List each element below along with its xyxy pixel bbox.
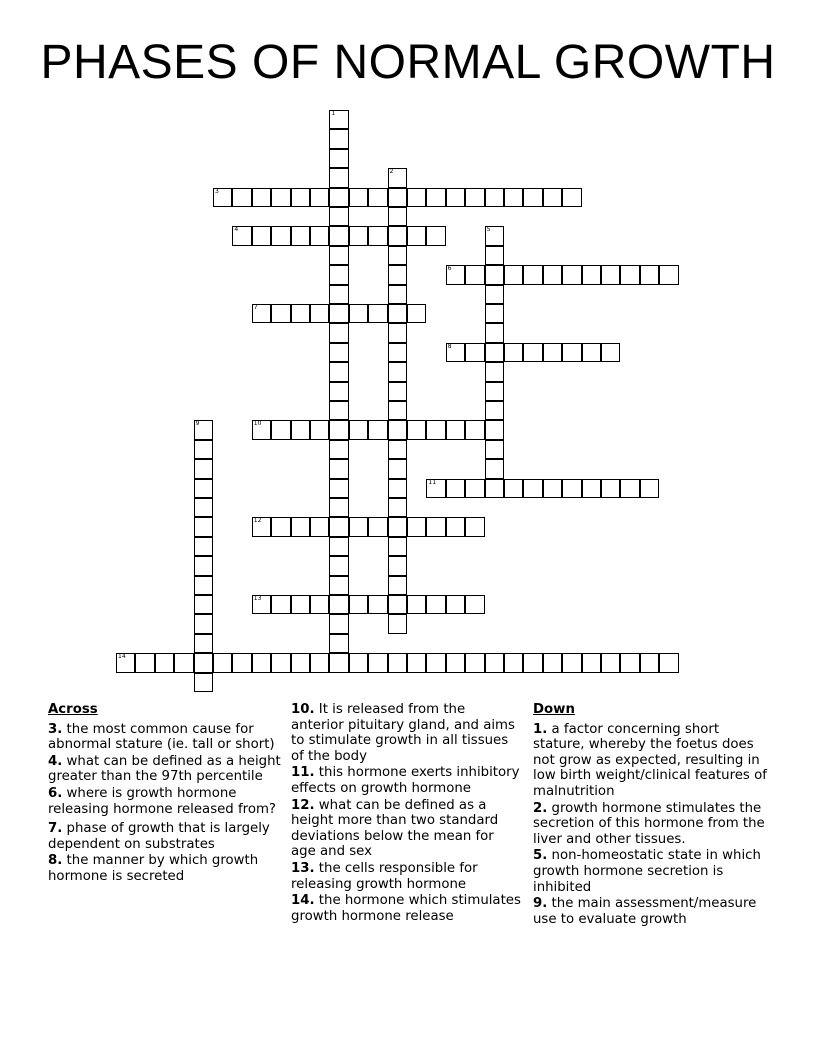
grid-cell[interactable]: [329, 556, 348, 575]
grid-cell-number: 4: [234, 226, 239, 234]
across-clues-column-continued: [291, 702, 521, 925]
grid-cell[interactable]: [329, 246, 348, 265]
grid-cell[interactable]: [485, 653, 504, 672]
grid-cell[interactable]: [485, 401, 504, 420]
grid-cell[interactable]: [426, 226, 445, 245]
grid-cell[interactable]: [291, 595, 310, 614]
grid-cell[interactable]: [523, 188, 542, 207]
grid-cell[interactable]: [329, 304, 348, 323]
clue-across-11: [291, 765, 521, 796]
grid-cell[interactable]: [271, 420, 290, 439]
grid-cell[interactable]: [543, 653, 562, 672]
across-heading: Across: [48, 702, 98, 717]
grid-cell[interactable]: [271, 653, 290, 672]
grid-cell[interactable]: [291, 188, 310, 207]
grid-cell[interactable]: [446, 517, 465, 536]
clue-across-10: [291, 702, 521, 764]
clue-text: the most common cause for abnormal stature (ie. tall or short): [48, 721, 275, 753]
grid-cell[interactable]: [194, 517, 213, 536]
grid-cell[interactable]: [485, 362, 504, 381]
grid-cell[interactable]: [116, 653, 135, 672]
grid-cell[interactable]: [388, 265, 407, 284]
grid-cell[interactable]: [232, 226, 251, 245]
grid-cell[interactable]: [252, 226, 271, 245]
grid-cell[interactable]: [194, 595, 213, 614]
grid-cell[interactable]: [194, 440, 213, 459]
grid-cell[interactable]: [368, 188, 387, 207]
grid-cell[interactable]: [155, 653, 174, 672]
grid-cell[interactable]: [291, 517, 310, 536]
grid-cell[interactable]: [446, 343, 465, 362]
down-heading: Down: [533, 702, 575, 717]
clue-number: 6.: [48, 785, 63, 801]
grid-cell-number: 12: [253, 517, 262, 525]
grid-cell[interactable]: [446, 188, 465, 207]
grid-cell[interactable]: [543, 343, 562, 362]
grid-cell[interactable]: [194, 420, 213, 439]
grid-cell[interactable]: [329, 110, 348, 129]
grid-cell[interactable]: [562, 653, 581, 672]
grid-cell[interactable]: [291, 653, 310, 672]
grid-cell[interactable]: [310, 304, 329, 323]
grid-cell[interactable]: [213, 188, 232, 207]
clue-number: 12.: [291, 797, 315, 813]
grid-cell[interactable]: [194, 479, 213, 498]
grid-cell[interactable]: [310, 595, 329, 614]
clue-number: 4.: [48, 753, 63, 769]
grid-cell[interactable]: [349, 304, 368, 323]
grid-cell[interactable]: [310, 517, 329, 536]
grid-cell[interactable]: [426, 188, 445, 207]
clue-number: 13.: [291, 860, 315, 876]
grid-cell-number: 14: [118, 653, 126, 661]
grid-cell-number: 13: [253, 595, 262, 602]
clue-number: 9.: [533, 896, 548, 912]
grid-cell[interactable]: [329, 188, 348, 207]
grid-cell[interactable]: [446, 420, 465, 439]
grid-cell[interactable]: [349, 420, 368, 439]
grid-cell[interactable]: [368, 653, 387, 672]
grid-cell[interactable]: [329, 420, 348, 439]
grid-cell-number: 9: [195, 420, 200, 428]
grid-cell[interactable]: [388, 440, 407, 459]
grid-cell[interactable]: [291, 304, 310, 323]
grid-cell[interactable]: [601, 479, 620, 498]
grid-cell[interactable]: [465, 265, 484, 284]
grid-cell[interactable]: [504, 479, 523, 498]
clue-text: this hormone exerts inhibitory effects on growth hormone: [291, 765, 520, 796]
grid-cell[interactable]: [329, 595, 348, 614]
grid-cell[interactable]: [194, 634, 213, 653]
grid-cell[interactable]: [543, 188, 562, 207]
clue-across-12: [291, 798, 521, 860]
grid-cell[interactable]: [388, 614, 407, 633]
grid-cell[interactable]: [407, 420, 426, 439]
grid-cell[interactable]: [194, 537, 213, 556]
grid-cell[interactable]: [329, 343, 348, 362]
grid-cell[interactable]: [388, 207, 407, 226]
page-title: PHASES OF NORMAL GROWTH: [40, 36, 776, 89]
grid-cell[interactable]: [388, 401, 407, 420]
grid-cell[interactable]: [252, 304, 271, 323]
grid-cell[interactable]: [485, 246, 504, 265]
grid-cell[interactable]: [407, 226, 426, 245]
grid-cell[interactable]: [349, 653, 368, 672]
grid-cell[interactable]: [329, 285, 348, 304]
clue-across-4: [48, 754, 284, 785]
grid-cell[interactable]: [640, 265, 659, 284]
grid-cell[interactable]: [388, 304, 407, 323]
grid-cell[interactable]: [291, 226, 310, 245]
clue-text: the manner by which growth hormone is secreted: [48, 853, 259, 884]
grid-cell[interactable]: [329, 129, 348, 148]
grid-cell[interactable]: [329, 149, 348, 168]
grid-cell[interactable]: [426, 653, 445, 672]
grid-cell[interactable]: [271, 595, 290, 614]
grid-cell[interactable]: [504, 188, 523, 207]
grid-cell[interactable]: [485, 420, 504, 439]
grid-cell[interactable]: [504, 653, 523, 672]
grid-cell[interactable]: [582, 653, 601, 672]
across-clues-column: [48, 702, 284, 886]
clue-number: 3.: [48, 721, 63, 737]
grid-cell[interactable]: [543, 265, 562, 284]
grid-cell[interactable]: [329, 265, 348, 284]
clue-text: what can be defined as a height greater than the 97th percentile: [48, 753, 281, 785]
clue-across-3: [48, 722, 284, 753]
down-clues-column: [533, 702, 773, 928]
grid-cell[interactable]: [465, 595, 484, 614]
grid-cell[interactable]: [446, 653, 465, 672]
clue-down-5: [533, 848, 773, 895]
grid-cell[interactable]: [582, 479, 601, 498]
grid-cell[interactable]: [582, 343, 601, 362]
grid-cell[interactable]: [388, 285, 407, 304]
clue-across-14: [291, 893, 521, 924]
grid-cell[interactable]: [407, 595, 426, 614]
grid-cell[interactable]: [407, 653, 426, 672]
grid-cell[interactable]: [562, 479, 581, 498]
clue-across-13: [291, 861, 521, 892]
grid-cell[interactable]: [485, 479, 504, 498]
grid-cell[interactable]: [329, 323, 348, 342]
grid-cell[interactable]: [349, 595, 368, 614]
grid-cell[interactable]: [213, 653, 232, 672]
grid-cell[interactable]: [485, 459, 504, 478]
grid-cell[interactable]: [388, 246, 407, 265]
grid-cell[interactable]: [310, 420, 329, 439]
grid-cell[interactable]: [368, 517, 387, 536]
grid-cell[interactable]: [388, 459, 407, 478]
clue-text: It is released from the anterior pituitary gland, and aims to stimulate growth in all tissues of the body: [291, 702, 515, 764]
grid-cell[interactable]: [504, 265, 523, 284]
clue-text: a factor concerning short stature, whereby the foetus does not grow as expected, resulting in low birth weight/clinical features of malnutrition: [533, 721, 767, 799]
grid-cell[interactable]: [562, 188, 581, 207]
clue-text: the cells responsible for releasing growth hormone: [291, 860, 478, 892]
grid-cell[interactable]: [329, 537, 348, 556]
grid-cell[interactable]: [388, 226, 407, 245]
clue-across-6: [48, 786, 284, 817]
grid-cell[interactable]: [329, 614, 348, 633]
grid-cell[interactable]: [310, 653, 329, 672]
grid-cell[interactable]: [329, 226, 348, 245]
grid-cell[interactable]: [252, 420, 271, 439]
clue-down-9: [533, 896, 773, 927]
grid-cell[interactable]: [310, 226, 329, 245]
grid-cell[interactable]: [640, 479, 659, 498]
clue-text: phase of growth that is largely dependent on substrates: [48, 821, 270, 852]
clue-number: 8.: [48, 853, 63, 869]
clue-text: where is growth hormone releasing hormone released from?: [48, 785, 276, 817]
grid-cell-number: 7: [253, 304, 258, 311]
grid-cell[interactable]: [174, 653, 193, 672]
clue-number: 7.: [48, 821, 63, 837]
grid-cell-number: 11: [428, 478, 437, 486]
grid-cell[interactable]: [620, 653, 639, 672]
grid-cell[interactable]: [601, 653, 620, 672]
grid-cell[interactable]: [368, 420, 387, 439]
grid-cell[interactable]: [368, 595, 387, 614]
grid-cell[interactable]: [388, 168, 407, 187]
clue-text: what can be defined as a height more than two standard deviations below the mean for age and sex: [291, 797, 499, 860]
grid-cell[interactable]: [388, 595, 407, 614]
grid-cell[interactable]: [485, 265, 504, 284]
grid-cell[interactable]: [659, 265, 678, 284]
grid-cell[interactable]: [562, 265, 581, 284]
grid-cell[interactable]: [465, 420, 484, 439]
clue-number: 1.: [533, 721, 548, 737]
grid-cell[interactable]: [388, 498, 407, 517]
grid-cell-number: 10: [253, 420, 262, 428]
grid-cell[interactable]: [523, 265, 542, 284]
grid-cell[interactable]: [465, 343, 484, 362]
grid-cell[interactable]: [523, 653, 542, 672]
grid-cell[interactable]: [426, 595, 445, 614]
grid-cell[interactable]: [485, 440, 504, 459]
grid-cell[interactable]: [329, 634, 348, 653]
grid-cell[interactable]: [465, 188, 484, 207]
grid-cell[interactable]: [388, 323, 407, 342]
grid-cell[interactable]: [329, 382, 348, 401]
grid-cell[interactable]: [485, 226, 504, 245]
grid-cell[interactable]: [368, 226, 387, 245]
grid-cell[interactable]: [388, 479, 407, 498]
grid-cell[interactable]: [523, 479, 542, 498]
grid-cell[interactable]: [388, 343, 407, 362]
clue-across-8: [48, 853, 284, 884]
grid-cell[interactable]: [329, 653, 348, 672]
grid-cell[interactable]: [485, 323, 504, 342]
grid-cell-number: 2: [389, 168, 394, 176]
grid-cell-number: 1: [331, 110, 336, 117]
grid-cell[interactable]: [194, 576, 213, 595]
grid-cell[interactable]: [465, 653, 484, 672]
clue-text: non-homeostatic state in which growth hormone secretion is inhibited: [533, 848, 761, 895]
grid-cell[interactable]: [194, 556, 213, 575]
clue-down-2: [533, 801, 773, 848]
grid-cell[interactable]: [252, 188, 271, 207]
grid-cell[interactable]: [446, 479, 465, 498]
grid-cell[interactable]: [388, 556, 407, 575]
grid-cell-number: 6: [447, 265, 452, 273]
grid-cell[interactable]: [388, 537, 407, 556]
grid-cell[interactable]: [271, 188, 290, 207]
grid-cell[interactable]: [194, 614, 213, 633]
grid-cell[interactable]: [465, 479, 484, 498]
grid-cell[interactable]: [407, 517, 426, 536]
grid-cell[interactable]: [485, 285, 504, 304]
grid-cell[interactable]: [252, 653, 271, 672]
grid-cell[interactable]: [620, 265, 639, 284]
grid-cell[interactable]: [271, 304, 290, 323]
grid-cell[interactable]: [310, 188, 329, 207]
clue-text: the hormone which stimulates growth hormone release: [291, 893, 521, 924]
clue-number: 11.: [291, 765, 315, 781]
grid-cell[interactable]: [426, 517, 445, 536]
grid-cell[interactable]: [543, 479, 562, 498]
grid-cell[interactable]: [620, 479, 639, 498]
grid-cell[interactable]: [562, 343, 581, 362]
grid-cell-number: 8: [447, 342, 452, 350]
grid-cell[interactable]: [388, 188, 407, 207]
grid-cell[interactable]: [232, 188, 251, 207]
clue-number: 5.: [533, 848, 548, 864]
grid-cell[interactable]: [504, 343, 523, 362]
grid-cell[interactable]: [291, 420, 310, 439]
grid-cell[interactable]: [329, 207, 348, 226]
grid-cell[interactable]: [349, 188, 368, 207]
grid-cell[interactable]: [329, 498, 348, 517]
grid-cell[interactable]: [582, 265, 601, 284]
clue-text: growth hormone stimulates the secretion of this hormone from the liver and other tissues.: [533, 800, 765, 847]
grid-cell[interactable]: [252, 595, 271, 614]
grid-cell[interactable]: [485, 343, 504, 362]
grid-cell[interactable]: [388, 517, 407, 536]
grid-cell[interactable]: [523, 343, 542, 362]
clue-number: 14.: [291, 893, 315, 909]
clue-number: 2.: [533, 800, 548, 816]
grid-cell-number: 3: [215, 187, 219, 195]
grid-cell[interactable]: [329, 459, 348, 478]
grid-cell[interactable]: [329, 440, 348, 459]
grid-cell[interactable]: [601, 343, 620, 362]
grid-cell[interactable]: [349, 517, 368, 536]
grid-cell[interactable]: [194, 459, 213, 478]
grid-cell[interactable]: [407, 188, 426, 207]
grid-cell-number: 5: [486, 226, 491, 234]
grid-cell[interactable]: [252, 517, 271, 536]
grid-cell[interactable]: [329, 362, 348, 381]
grid-cell[interactable]: [329, 517, 348, 536]
grid-cell[interactable]: [426, 479, 445, 498]
grid-cell[interactable]: [368, 304, 387, 323]
grid-cell[interactable]: [194, 653, 213, 672]
grid-cell[interactable]: [271, 517, 290, 536]
grid-cell[interactable]: [601, 265, 620, 284]
grid-cell[interactable]: [329, 576, 348, 595]
grid-cell[interactable]: [659, 653, 678, 672]
clue-number: 10.: [291, 702, 315, 717]
grid-cell[interactable]: [446, 265, 465, 284]
grid-cell[interactable]: [407, 304, 426, 323]
grid-cell[interactable]: [446, 595, 465, 614]
grid-cell[interactable]: [329, 401, 348, 420]
grid-cell[interactable]: [485, 188, 504, 207]
grid-cell[interactable]: [232, 653, 251, 672]
clue-down-1: [533, 722, 773, 800]
clue-text: the main assessment/measure use to evaluate growth: [533, 896, 757, 927]
clue-across-7: [48, 821, 284, 852]
grid-cell[interactable]: [388, 576, 407, 595]
grid-cell[interactable]: [485, 304, 504, 323]
grid-cell[interactable]: [388, 382, 407, 401]
grid-cell[interactable]: [388, 362, 407, 381]
grid-cell[interactable]: [465, 517, 484, 536]
grid-cell[interactable]: [640, 653, 659, 672]
grid-cell[interactable]: [194, 498, 213, 517]
grid-cell[interactable]: [485, 382, 504, 401]
grid-cell[interactable]: [388, 653, 407, 672]
grid-cell[interactable]: [329, 479, 348, 498]
grid-cell[interactable]: [349, 226, 368, 245]
grid-cell[interactable]: [426, 420, 445, 439]
grid-cell[interactable]: [329, 168, 348, 187]
grid-cell[interactable]: [194, 673, 213, 692]
grid-cell[interactable]: [388, 420, 407, 439]
grid-cell[interactable]: [135, 653, 154, 672]
grid-cell[interactable]: [271, 226, 290, 245]
